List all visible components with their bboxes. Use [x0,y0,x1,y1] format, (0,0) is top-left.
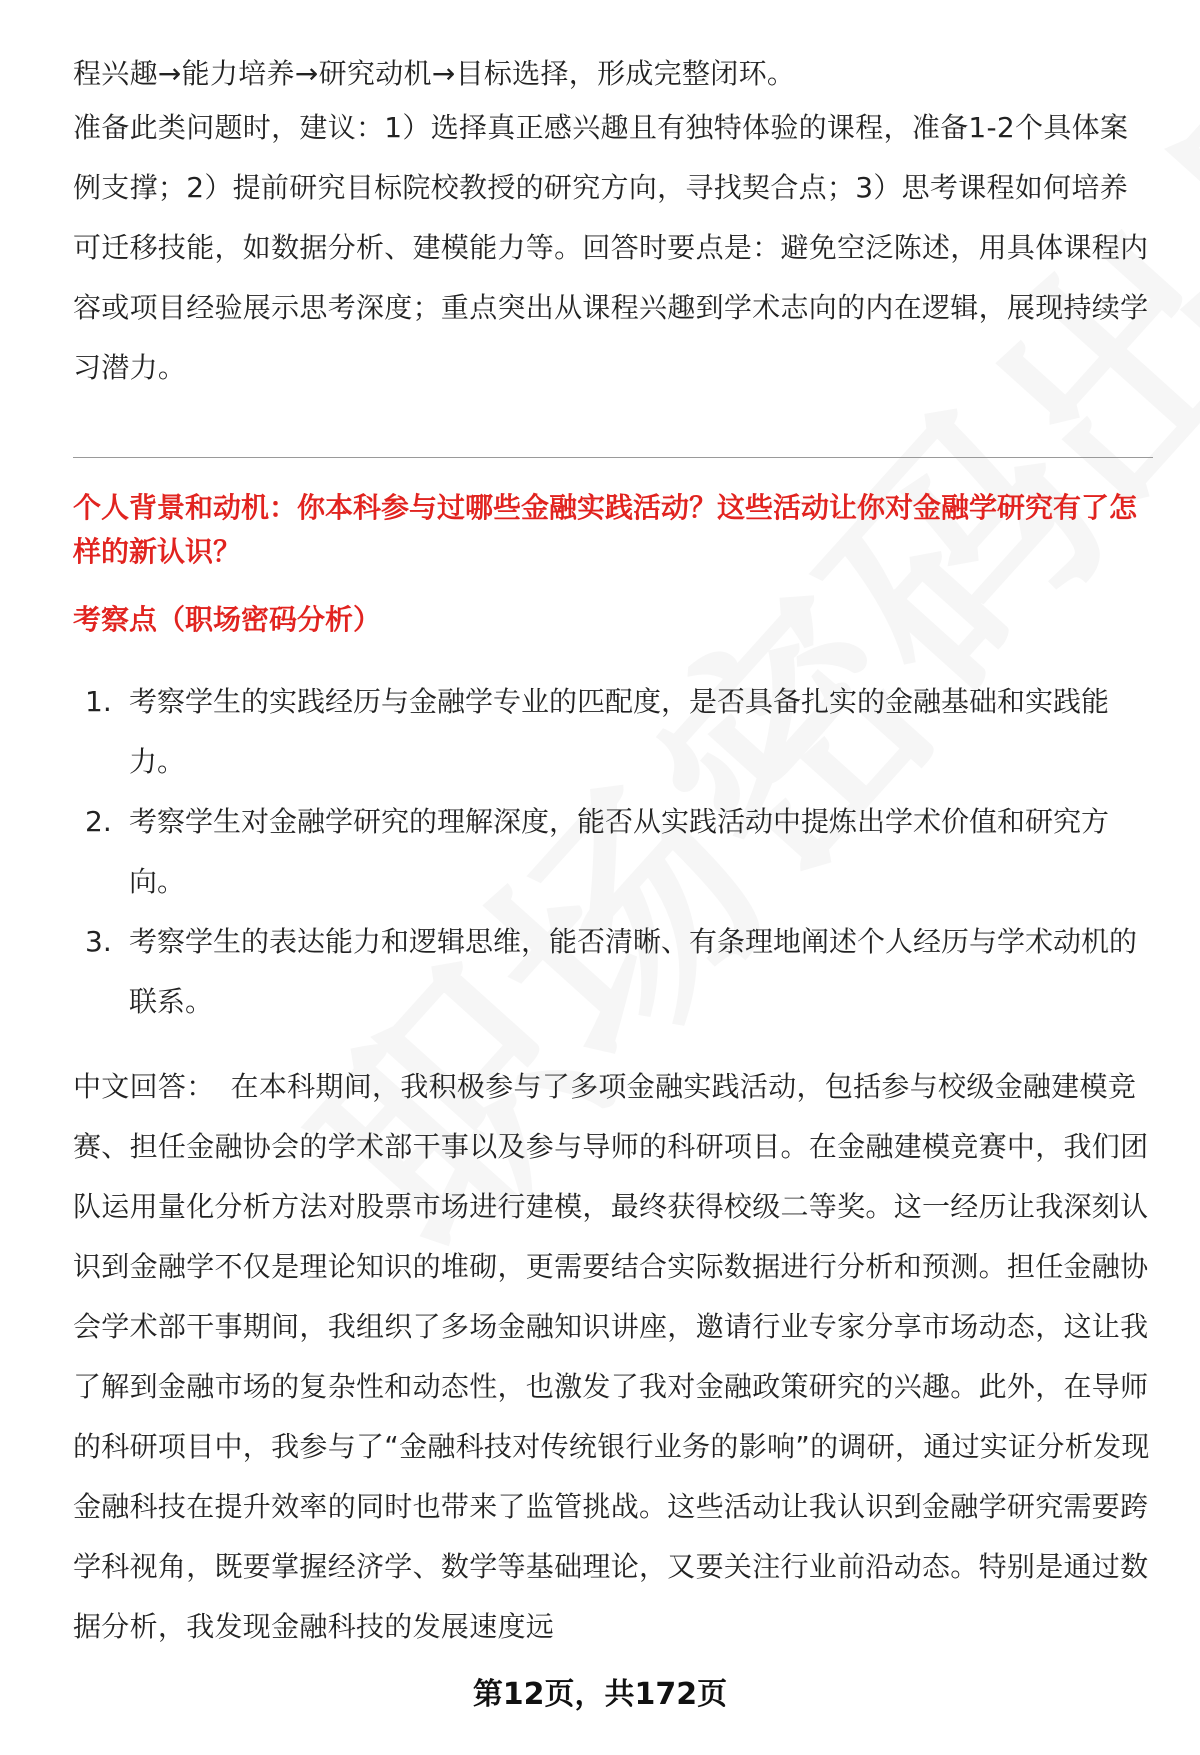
question-heading: 个人背景和动机：你本科参与过哪些金融实践活动？这些活动让你对金融学研究有了怎样的新认识？ [73,491,1138,568]
chinese-answer-paragraph [73,1057,1153,1657]
intro-paragraph-end: 程兴趣→能力培养→研究动机→目标选择，形成完整闭环。 [73,57,796,90]
page-number: 第12页，共172页 [472,1677,728,1712]
list-item-text: 考察学生对金融学研究的理解深度，能否从实践活动中提炼出学术价值和研究方向。 [129,805,1110,898]
assessment-subheading: 考察点（职场密码分析） [73,603,382,636]
assessment-points-list [73,672,1153,1032]
list-item [73,912,1153,1032]
list-item-number: 2. [85,805,112,838]
list-item [73,672,1153,792]
list-item [73,792,1153,912]
answer-text: 在本科期间，我积极参与了多项金融实践活动，包括参与校级金融建模竞赛、担任金融协会的学术部干事以及参与导师的科研项目。在金融建模竞赛中，我们团队运用量化分析方法对股票市场进行建模，最终获得校级二等奖。这一经历让我深刻认识到金融学不仅是理论知识的堆砌，更需要结合实际数据进行分析和预测。担任金融协会学术部干事期间，我组织了多场金融知识讲座，邀请行业专家分享市场动态，这让我了解到金融市场的复杂性和动态性，也激发了我对金融政策研究的兴趣。此外，在导师的科研项目中，我参与了“金融科技对传统银行业务的影响”的调研，通过实证分析发现金融科技在提升效率的同时也带来了监管挑战。这些活动让我认识到金融学研究需要跨学科视角，既要掌握经济学、数学等基础理论，又要关注行业前沿动态。特别是通过数据分析，我发现金融科技的发展速度远 [73,1070,1150,1643]
list-item-text: 考察学生的表达能力和逻辑思维，能否清晰、有条理地阐述个人经历与学术动机的联系。 [129,925,1138,1018]
list-item-text: 考察学生的实践经历与金融学专业的匹配度，是否具备扎实的金融基础和实践能力。 [129,685,1110,778]
answer-label: 中文回答： [73,1070,215,1103]
section-divider [73,457,1153,458]
advice-paragraph: 准备此类问题时，建议：1）选择真正感兴趣且有独特体验的课程，准备1-2个具体案例支撑；2）提前研究目标院校教授的研究方向，寻找契合点；3）思考课程如何培养可迁移技能，如数据分析、建模能力等。回答时要点是：避免空泛陈述，用具体课程内容或项目经验展示思考深度；重点突出从课程兴趣到学术志向的内在逻辑，展现持续学习潜力。 [73,111,1149,384]
list-item-number: 3. [85,925,112,958]
list-item-number: 1. [85,685,112,718]
